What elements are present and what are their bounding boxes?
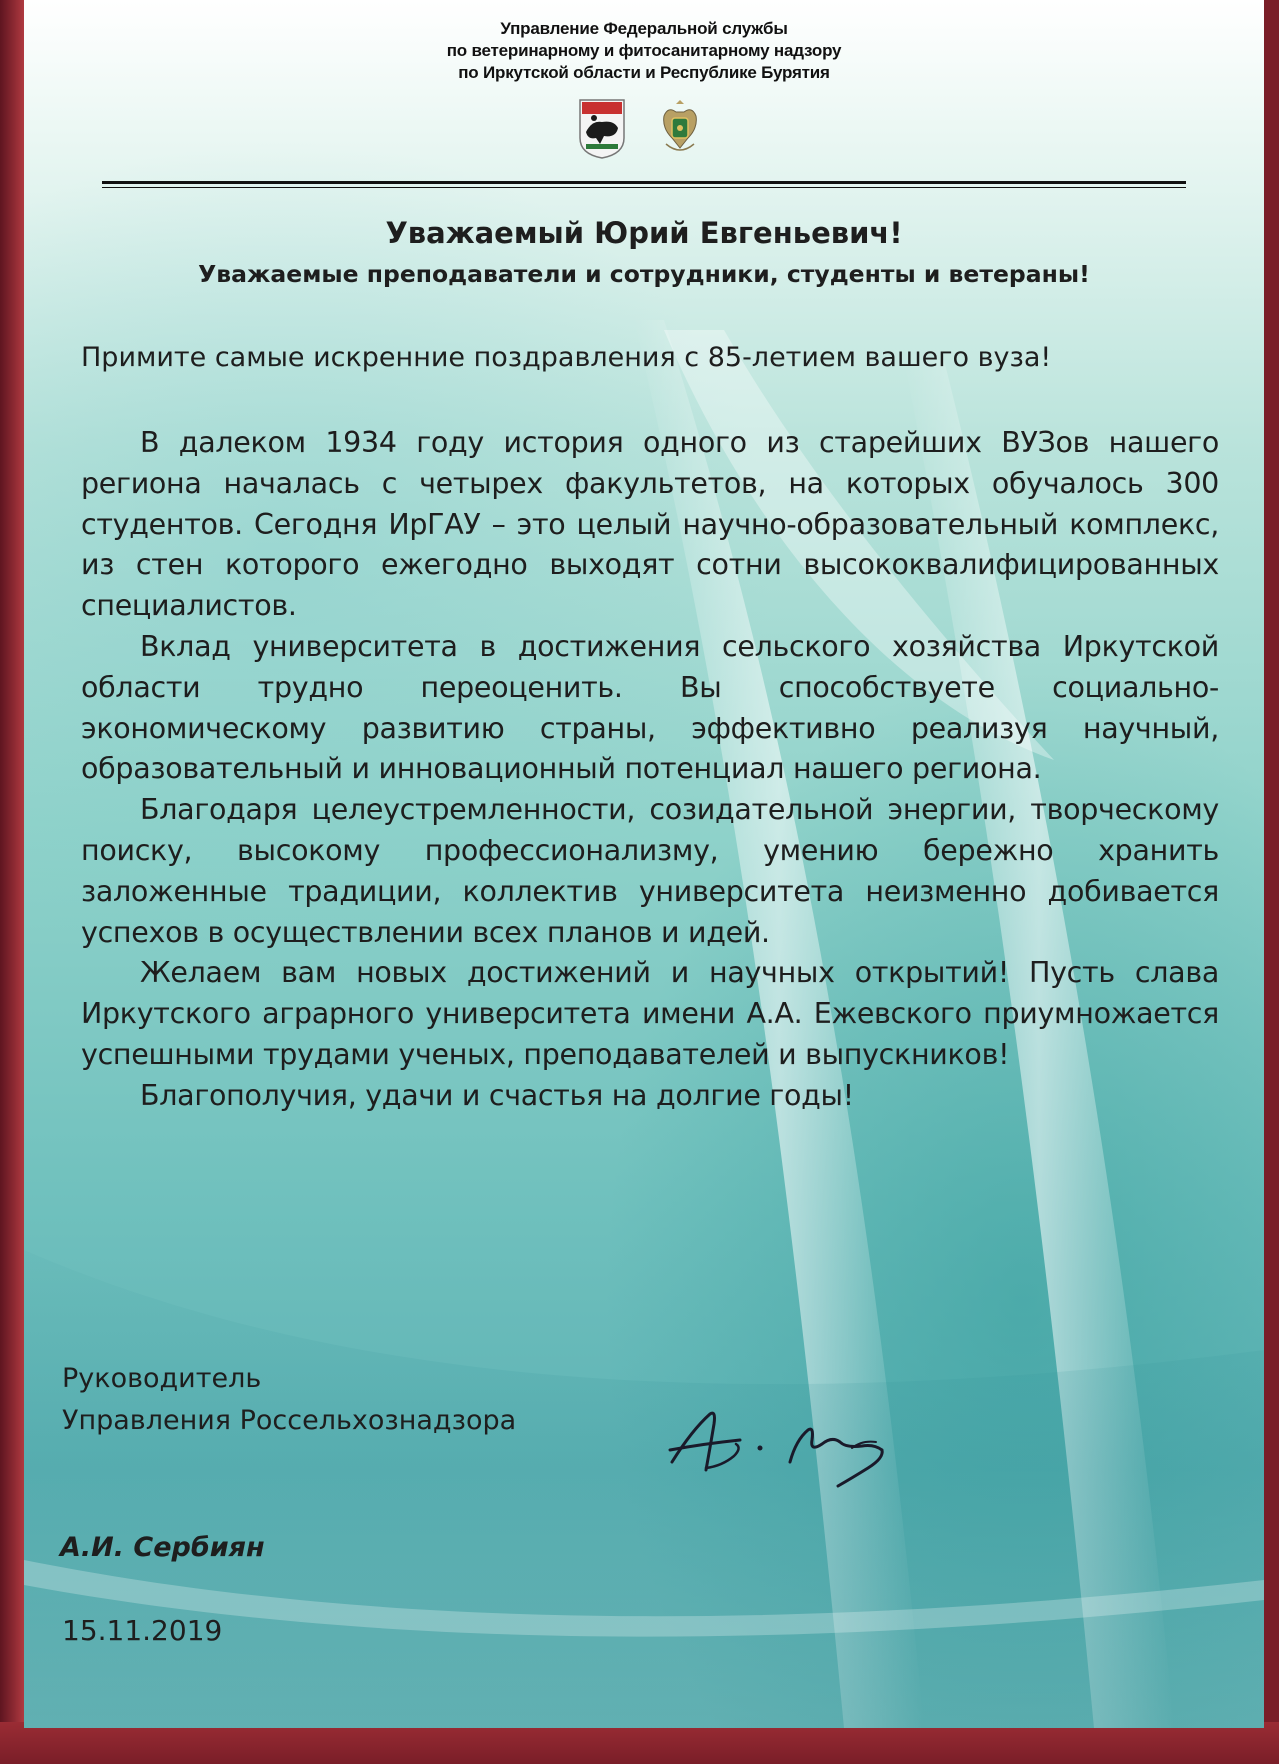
letterhead: [24, 18, 1264, 84]
body-paragraph: В далеком 1934 году история одного из старейших ВУЗов нашего региона началась с четырех факультетов, на которых обучалось 300 студентов. Сегодня ИрГАУ – это целый научно-образовательный комплекс, из стен которого ежегодно выходят сотни высококвалифицированных специалистов.: [81, 426, 1219, 623]
handwritten-signature: [662, 1400, 932, 1490]
letterhead-line-3: по Иркутской области и Республике Бурятия: [458, 63, 830, 82]
body-paragraph: Желаем вам новых достижений и научных открытий! Пусть слава Иркутского аграрного университета имени А.А. Ежевского приумножается успешными трудами ученых, преподавателей и выпускников!: [81, 956, 1219, 1071]
body-paragraph: Благодаря целеустремленности, созидательной энергии, творческому поиску, высокому профессионализму, умению бережно хранить заложенные традиции, коллектив университета неизменно добивается успехов в осуществлении всех планов и идей.: [81, 793, 1219, 949]
folder-edge-bottom: [0, 1722, 1279, 1764]
signatory-title: [62, 1358, 516, 1442]
congratulation-line: Примите самые искренние поздравления с 85-летием вашего вуза!: [81, 342, 1052, 373]
folder-edge-left: [0, 0, 24, 1764]
salutation-line-2: Уважаемые преподаватели и сотрудники, студенты и ветераны!: [198, 260, 1090, 288]
letter-sheet: [24, 0, 1264, 1728]
letter-date: 15.11.2019: [62, 1614, 223, 1647]
signatory-title-line-1: Руководитель: [62, 1363, 262, 1394]
rosselkhoznadzor-emblem-icon: [664, 100, 697, 150]
body-paragraph: Благополучия, удачи и счастья на долгие годы!: [140, 1078, 854, 1112]
letterhead-rule-thin: [102, 187, 1186, 188]
body-paragraph: Вклад университета в достижения сельского хозяйства Иркутской области трудно переоценить. Вы способствуете социально-экономическому развитию страны, эффективно реализуя научный, образовательный и инновационный потенциал нашего региона.: [81, 629, 1219, 786]
irkutsk-coat-of-arms-icon: [580, 100, 624, 158]
signatory-name: А.И. Сербиян: [60, 1532, 265, 1563]
emblems: [572, 98, 732, 160]
letter-body: [81, 423, 1219, 1117]
salutation-line-1: Уважаемый Юрий Евгеньевич!: [385, 216, 903, 250]
signatory-title-line-2: Управления Россельхознадзора: [62, 1405, 517, 1436]
letterhead-line-1: Управление Федеральной службы: [500, 19, 788, 38]
letterhead-line-2: по ветеринарному и фитосанитарному надзору: [446, 41, 842, 60]
letterhead-rule: [102, 181, 1186, 184]
